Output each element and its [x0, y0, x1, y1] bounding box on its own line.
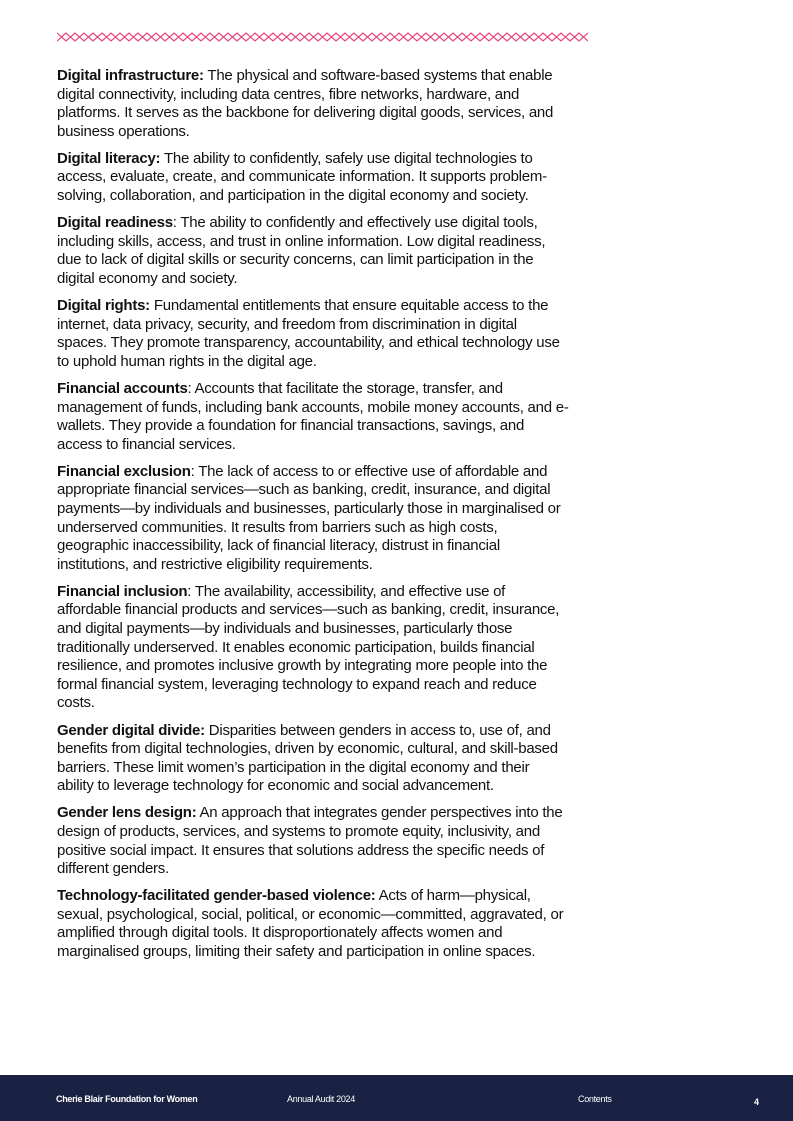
- glossary-term: Digital rights:: [57, 297, 150, 315]
- glossary-definition: The ability to confidently, safely use digital technologies to access, evaluate, create, and communicate information. It supports problem-solving, collaboration, and participation in the digital economy and society.: [57, 149, 547, 205]
- glossary-term: Digital literacy:: [57, 149, 161, 167]
- glossary-term: Gender digital divide:: [57, 721, 205, 739]
- glossary-definition: : Accounts that facilitate the storage, transfer, and management of funds, including bank accounts, mobile money accounts, and e-wallets. They provide a foundation for financial transactions, savings, and access to financial services.: [57, 379, 569, 453]
- glossary-definition: Disparities between genders in access to, use of, and benefits from digital technologies, driven by economic, cultural, and skill-based barriers. These limit women’s participation in the digital economy and their ability to leverage technology for economic and social advancement.: [57, 721, 558, 795]
- footer-organization: Cherie Blair Foundation for Women: [56, 1094, 198, 1104]
- glossary-term: Financial inclusion: [57, 582, 188, 600]
- zigzag-divider-icon: [57, 31, 588, 43]
- glossary-definition: The physical and software-based systems that enable digital connectivity, including data centres, fibre networks, hardware, and platforms. It serves as the backbone for delivering digital goods, services, and business operations.: [57, 67, 554, 140]
- glossary-entry-gender-digital-divide: [57, 722, 569, 796]
- glossary-term: Gender lens design:: [57, 804, 197, 822]
- glossary-entry-gender-lens-design: [57, 804, 569, 878]
- glossary-entry-digital-infrastructure: [57, 67, 569, 141]
- glossary-term: Financial accounts: [57, 379, 188, 397]
- glossary-definition: : The availability, accessibility, and effective use of affordable financial products and services—such as banking, credit, insurance, and digital payments—by individuals and businesses, particularly those traditionally underserved. It enables economic participation, builds financial resilience, and promotes inclusive growth by integrating more people into the formal financial system, leveraging technology to expand reach and reduce costs.: [57, 582, 560, 712]
- glossary-entry-tfgbv: [57, 887, 569, 961]
- footer-document-title: Annual Audit 2024: [287, 1094, 355, 1104]
- glossary-entry-digital-literacy: [57, 150, 569, 206]
- footer-contents-link[interactable]: Contents: [578, 1094, 612, 1104]
- glossary-entry-digital-rights: [57, 297, 569, 371]
- glossary-term: Technology-facilitated gender-based violence:: [57, 887, 376, 905]
- glossary-definition: Fundamental entitlements that ensure equitable access to the internet, data privacy, security, and freedom from discrimination in digital spaces. They promote transparency, accountability, and ethical technology use to uphold human rights in the digital age.: [57, 297, 560, 370]
- glossary-definition: Acts of harm—physical, sexual, psychological, social, political, or economic—committed, aggravated, or amplified through digital tools. It disproportionately affects women and marginalised groups, limiting their safety and participation in online spaces.: [57, 887, 564, 961]
- page-footer: [0, 1075, 793, 1121]
- glossary-entry-financial-inclusion: [57, 583, 569, 713]
- page-number: 4: [754, 1097, 759, 1107]
- glossary-term: Digital infrastructure:: [57, 67, 204, 84]
- glossary-definition: An approach that integrates gender perspectives into the design of products, services, and systems to promote equity, inclusivity, and positive social impact. It ensures that solutions address the specific needs of different genders.: [57, 804, 563, 878]
- glossary-entry-financial-exclusion: [57, 463, 569, 575]
- glossary-list: [57, 67, 569, 970]
- glossary-definition: : The ability to confidently and effectively use digital tools, including skills, access, and trust in online information. Low digital readiness, due to lack of digital skills or security concerns, can limit participation in the digital economy and society.: [57, 214, 546, 287]
- glossary-term: Financial exclusion: [57, 462, 191, 480]
- glossary-entry-digital-readiness: [57, 214, 569, 288]
- glossary-definition: : The lack of access to or effective use of affordable and appropriate financial services—such as banking, credit, insurance, and digital payments—by individuals and businesses, particularly those in marginalised or underserved communities. It results from barriers such as high costs, geographic inaccessibility, lack of financial literacy, distrust in financial institutions, and restrictive eligibility requirements.: [57, 462, 561, 573]
- glossary-entry-financial-accounts: [57, 380, 569, 454]
- glossary-term: Digital readiness: [57, 214, 173, 232]
